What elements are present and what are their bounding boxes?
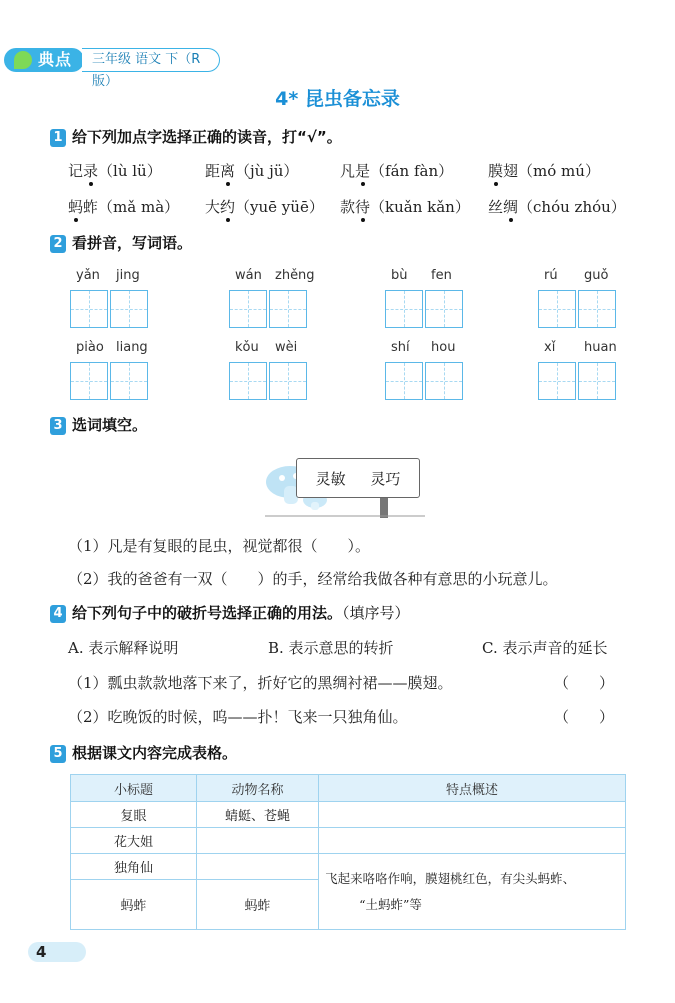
writing-box[interactable] [578, 290, 616, 328]
pronunciation-item[interactable] [205, 196, 324, 217]
pinyin-label: huan [584, 340, 617, 355]
question-3-title: 3 选词填空。 [50, 414, 147, 436]
word-char: 大 [205, 198, 221, 216]
pronunciation-item[interactable] [68, 160, 162, 181]
pinyin-options: （mǎ mà） [98, 198, 180, 216]
question-number-badge: 4 [50, 605, 66, 623]
pronunciation-item[interactable] [205, 160, 298, 181]
pinyin-label: yǎn [76, 268, 100, 283]
pinyin-label: kǒu [235, 340, 259, 355]
writing-box[interactable] [385, 290, 423, 328]
pronunciation-item[interactable] [488, 196, 626, 217]
dotted-char: 约 [220, 198, 236, 216]
table-cell-desc[interactable] [319, 802, 626, 828]
fill-sentence-1: （1）凡是有复眼的昆虫，视觉都很（ ）。 [68, 537, 371, 555]
table-cell-title: 蚂蚱 [71, 880, 197, 930]
table-cell-animal: 蜻蜓、苍蝇 [196, 802, 318, 828]
word-char: 膜 [488, 162, 504, 180]
question-5-title: 5 根据课文内容完成表格。 [50, 742, 237, 764]
pronunciation-item[interactable] [488, 160, 600, 181]
table-cell-animal: 蚂蚱 [196, 880, 318, 930]
question-number-badge: 2 [50, 235, 66, 253]
question-number-badge: 3 [50, 417, 66, 435]
writing-box[interactable] [425, 362, 463, 400]
writing-box[interactable] [229, 290, 267, 328]
writing-box[interactable] [269, 362, 307, 400]
word-char: 翅 [503, 162, 519, 180]
pinyin-label: wán [235, 268, 262, 283]
lesson-title: 4* 昆虫备忘录 [275, 88, 400, 110]
dotted-char: 离 [220, 162, 236, 180]
question-4-hint: （填序号） [342, 604, 410, 622]
writing-box[interactable] [269, 290, 307, 328]
word-char: 距 [205, 162, 221, 180]
pinyin-label: wèi [275, 340, 298, 355]
dotted-char: 蚂 [68, 198, 84, 216]
table-header-row [71, 775, 626, 802]
question-number-badge: 1 [50, 129, 66, 147]
writing-box[interactable] [385, 362, 423, 400]
word-option: 灵敏 [315, 470, 346, 488]
pinyin-options: （chóu zhóu） [518, 198, 626, 216]
writing-box[interactable] [538, 290, 576, 328]
pinyin-options: （fán fàn） [370, 162, 454, 180]
grade-label: 三年级 语文 下（R版） [82, 48, 220, 72]
pinyin-label: piào [76, 340, 104, 355]
pinyin-label: liang [116, 340, 148, 355]
pinyin-options: （kuǎn kǎn） [370, 198, 470, 216]
word-option: 灵巧 [370, 470, 401, 488]
answer-blank: （ ） [554, 708, 615, 726]
desc-line: 飞起来咯咯作响，膜翅桃红色，有尖头蚂蚱、 [325, 870, 576, 886]
pinyin-options: （jù jü） [235, 162, 299, 180]
table-cell-title: 独角仙 [71, 854, 197, 880]
dash-sentence-1: （1）瓢虫款款地落下来了，折好它的黑绸衬裙——膜翅。 [68, 674, 453, 692]
pinyin-label: shí [391, 340, 410, 355]
question-4-title: 4 给下列句子中的破折号选择正确的用法。（填序号） [50, 602, 410, 624]
pinyin-label: xǐ [544, 340, 556, 355]
leaf-icon [14, 51, 32, 69]
answer-blank: （ ） [554, 674, 615, 692]
word-signpost [260, 452, 430, 522]
table-row [71, 854, 626, 880]
word-char: 蚱 [83, 198, 99, 216]
table-cell-desc [319, 854, 626, 930]
option-c: C. 表示声音的延长 [482, 639, 608, 657]
pinyin-label: fen [431, 268, 452, 283]
pinyin-options: （lù lü） [98, 162, 162, 180]
pronunciation-item[interactable] [68, 196, 179, 217]
table-header-cell: 动物名称 [196, 775, 318, 802]
option-b: B. 表示意思的转折 [268, 639, 394, 657]
dotted-char: 待 [355, 198, 371, 216]
pronunciation-item[interactable] [340, 196, 470, 217]
word-char: 记 [68, 162, 84, 180]
pinyin-options: （mó mú） [518, 162, 600, 180]
pinyin-label: jing [116, 268, 140, 283]
pinyin-label: hou [431, 340, 456, 355]
pronunciation-item[interactable] [340, 160, 453, 181]
question-number-badge: 5 [50, 745, 66, 763]
header-badge [4, 48, 220, 89]
question-2-title: 2 看拼音，写词语。 [50, 232, 192, 254]
table-header-cell: 特点概述 [319, 775, 626, 802]
writing-box[interactable] [70, 362, 108, 400]
writing-box[interactable] [578, 362, 616, 400]
word-char: 款 [340, 198, 356, 216]
dash-sentence-2: （2）吃晚饭的时候，呜——扑！飞来一只独角仙。 [68, 708, 408, 726]
pinyin-label: zhěng [275, 268, 315, 283]
pinyin-label: bù [391, 268, 408, 283]
pinyin-label: guǒ [584, 268, 609, 283]
insect-info-table [70, 774, 626, 930]
writing-box[interactable] [110, 362, 148, 400]
question-1-title: 1 给下列加点字选择正确的读音，打“√”。 [50, 126, 342, 148]
table-row [71, 828, 626, 854]
dotted-char: 录 [83, 162, 99, 180]
table-cell-title: 花大姐 [71, 828, 197, 854]
fill-sentence-2: （2）我的爸爸有一双（ ）的手，经常给我做各种有意思的小玩意儿。 [68, 570, 558, 588]
table-cell-animal[interactable] [196, 828, 318, 854]
table-cell-animal[interactable] [196, 854, 318, 880]
word-char: 丝 [488, 198, 504, 216]
table-cell-desc[interactable] [319, 828, 626, 854]
pinyin-label: rú [544, 268, 558, 283]
option-a: A. 表示解释说明 [68, 639, 179, 657]
dotted-char: 绸 [503, 198, 519, 216]
table-header-cell: 小标题 [71, 775, 197, 802]
writing-box[interactable] [229, 362, 267, 400]
brand-logo [4, 48, 84, 72]
writing-box[interactable] [538, 362, 576, 400]
desc-line: “土蚂蚱”等 [359, 896, 422, 912]
word-char: 凡 [340, 162, 356, 180]
page-number: 4 [28, 942, 86, 962]
word-choice-board [296, 458, 420, 498]
table-row [71, 802, 626, 828]
dotted-char: 是 [355, 162, 371, 180]
writing-box[interactable] [70, 290, 108, 328]
writing-box[interactable] [110, 290, 148, 328]
writing-box[interactable] [425, 290, 463, 328]
logo-text: 典点 [38, 50, 73, 69]
pinyin-options: （yuē yüē） [235, 198, 324, 216]
table-cell-title: 复眼 [71, 802, 197, 828]
